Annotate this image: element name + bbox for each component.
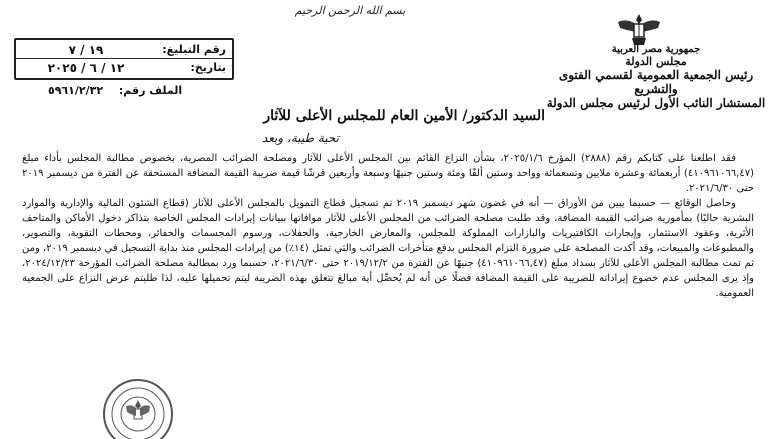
issuer-header [541, 44, 771, 110]
addressee: السيد الدكتور/ الأمين العام للمجلس الأعلى للآثار [263, 108, 545, 124]
notice-date-row [16, 59, 232, 76]
greeting: تحية طيبة، وبعد [261, 131, 339, 145]
official-seal-icon [102, 378, 174, 439]
paragraph: وحاصل الوقائع — حسبما يبين من الأوراق — أنه في غضون شهر ديسمبر ٢٠١٩ تم تسجيل قطاع التمويل بالمجلس الأعلى للآثار (قطاع الشئون المالية والإدارية والموارد البشرية حاليًا) بمأمورية ضرائب القيمة المضافة، وقد طلبت مصلحة الضرائب من المجلس الأعلى للآثار موافاتها ببيانات إيرادات المجلس الخاصة بتذاكر دخول الأماكن والمتاحف الأثرية، وعقود الاستثمار، وإيجارات الكافتيريات والبازارات المملوكة للمجلس، والمعارض الخارجية، والحفلات، ورسوم المجسمات والحفائر، ومحطات التقوية، والتصوير، والمطبوعات والمبيعات، وقد أكدت المصلحة على ضرورة التزام المجلس بدفع متأخرات الضرائب والتي تمثل (١٤٪) من إيرادات المجلس منذ بداية التسجيل في ديسمبر ٢٠١٩، ومن ثم تمت مطالبة المجلس الأعلى للآثار بسداد مبلغ (٤١٠٩٦١٠٦٦,٤٧) جنيهًا عن الفترة من ٢٠١٩/١٢/٢ حتى ٢٠٢١/٦/٣٠، حسبما ورد بمطالبة مصلحة الضرائب المؤرخة ٢٠٢٤/١٢/٢٣، وإذ يرى المجلس عدم خضوع إيراداته للضريبة على القيمة المضافة فضلًا عن أنه لم يُحصِّل أية مبالغ تتعلق بهذه الضريبة ليتم تحميلها عليه، لذا طلبتم عرض النزاع على الجمعية العمومية. [22, 198, 755, 299]
country-line: جمهورية مصر العربية [611, 44, 701, 55]
eagle-emblem-icon [616, 12, 662, 48]
issuer-subtitle: المستشار النائب الأول لرئيس مجلس الدولة [546, 96, 766, 110]
file-number-value: ٥٩٦١/٢/٣٢ [48, 84, 104, 97]
notice-number-value: ١٩ / ٧ [68, 42, 104, 57]
notice-date-label: بتاريخ: [190, 61, 226, 74]
council-line: مجلس الدولة [625, 55, 687, 68]
file-number [36, 84, 182, 97]
basmala: بسم الله الرحمن الرحيم [294, 4, 406, 17]
notice-date-value: ١٢ / ٦ / ٢٠٢٥ [47, 60, 125, 75]
notice-info-box [14, 38, 234, 80]
letter-body [22, 151, 754, 301]
notice-number-row [16, 41, 232, 59]
notice-number-label: رقم التبليغ: [162, 43, 226, 56]
paragraph: فقد اطلعنا على كتابكم رقم (٢٨٨٨) المؤرخ ٢٠٢٥/١/٦، بشأن النزاع القائم بين المجلس الأعلى للآثار ومصلحة الضرائب المصرية، بخصوص مطالبة المجلس بأداء مبلغ (٤١٠٩٦١٠٦٦,٤٧) أربعمائة وعشرة ملايين وتسعمائة وواحد وستين ألفًا ومئة وستين جنيهًا وسبعة وأربعين قرشًا قيمة ضريبة القيمة المضافة المستحقة عن الفترة من ديسمبر ٢٠١٩ حتى ٢٠٢١/٦/٣٠. [22, 153, 754, 194]
issuer-title: رئيس الجمعية العمومية لقسمي الفتوى والتشريع [558, 68, 754, 96]
file-number-label: الملف رقم: [118, 84, 183, 97]
